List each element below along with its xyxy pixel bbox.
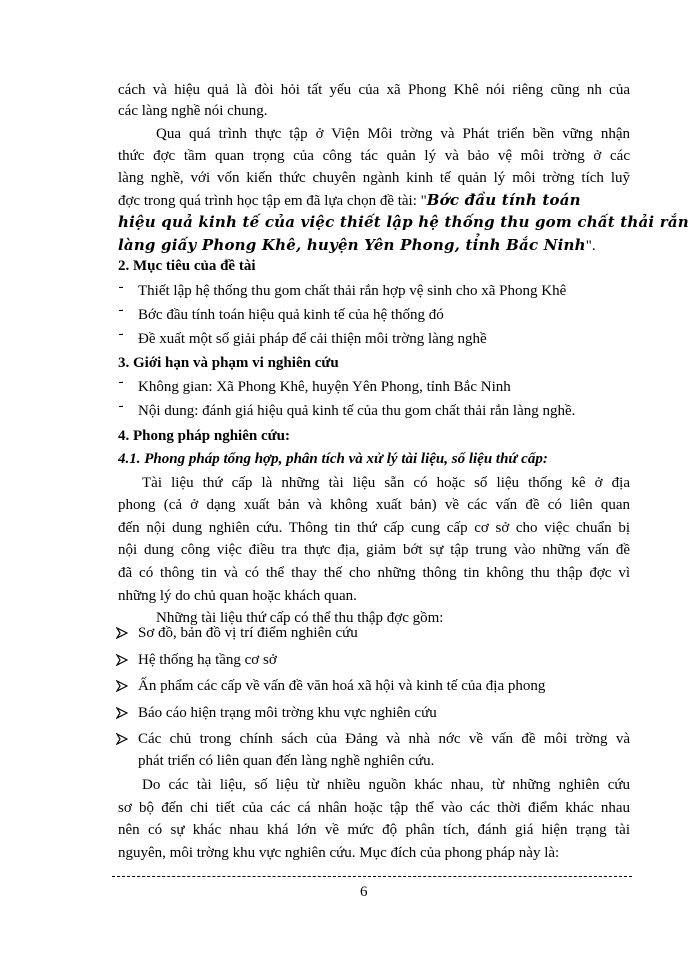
- section-3-heading: 3. Giới hạn và phạm vi nghiên cứu: [118, 355, 339, 371]
- intro-line-6-text: đợc trong quá trình học tập em đã lựa chọn đề tài: ": [118, 193, 427, 209]
- intro-line-2: các làng nghề nói chung.: [118, 103, 268, 119]
- arrow-bullet-icon: [116, 733, 128, 745]
- paragraph-line: những lý do chủ quan hoặc khách quan.: [118, 588, 357, 604]
- arrow-bullet-icon: [116, 707, 128, 719]
- list-item: Thiết lập hệ thống thu gom chất thải rắn hợp vệ sinh cho xã Phong Khê: [138, 283, 567, 299]
- paragraph-line: nội dung công việc điều tra thực địa, giảm bớt sự tập trung vào những vấn đề: [118, 542, 630, 558]
- section-4-1-heading: 4.1. Phong pháp tổng hợp, phân tích và xử lý tài liệu, số liệu thứ cấp:: [118, 451, 548, 467]
- dash-bullet: -: [118, 374, 124, 390]
- list-item: Nội dung: đánh giá hiệu quả kinh tế của thu gom chất thải rắn làng nghề.: [138, 403, 576, 419]
- paragraph-line: sơ bộ đến chi tiết của các cá nhân hoặc tập thể vào các thời điểm khác nhau: [118, 800, 630, 816]
- intro-line-4: thức đợc tầm quan trọng của công tác quản lý và bảo vệ môi trờng ở các: [118, 148, 630, 164]
- arrow-bullet-icon: [116, 654, 128, 666]
- thesis-title-part-2: hiệu quả kinh tế của việc thiết lập hệ thống thu gom chất thải rắn: [118, 213, 689, 231]
- list-item-continuation: phát triển có liên quan đến làng nghề nghiên cứu.: [138, 753, 435, 769]
- list-item: Báo cáo hiện trạng môi trờng khu vực nghiên cứu: [138, 705, 437, 721]
- paragraph-line: nên có sự khác nhau khá lớn về mức độ phân tích, đánh giá hiện trạng tài: [118, 822, 630, 838]
- intro-line-6: [118, 190, 581, 211]
- list-item: Các chủ trong chính sách của Đảng và nhà nớc về vấn đề môi trờng và: [138, 731, 630, 747]
- page-number: 6: [360, 884, 368, 900]
- paragraph-line: phong (cả ở dạng xuất bản và không xuất bản) về các vấn đề có liên quan: [118, 497, 630, 513]
- list-item: Hệ thống hạ tầng cơ sở: [138, 652, 277, 668]
- list-item: Không gian: Xã Phong Khê, huyện Yên Phong, tỉnh Bắc Ninh: [138, 379, 511, 395]
- intro-line-5: làng nghề, với vốn kiến thức chuyên ngành kinh tế quản lý môi trờng tích luỹ: [118, 170, 630, 186]
- list-item: Ấn phẩm các cấp về vấn đề văn hoá xã hội và kinh tế của địa phong: [138, 678, 546, 694]
- thesis-title-part-1: Bớc đầu tính toán: [426, 191, 581, 209]
- dash-bullet: -: [118, 326, 124, 342]
- arrow-bullet-icon: [116, 680, 128, 692]
- arrow-bullet-icon: [116, 627, 128, 639]
- paragraph-line: đến nội dung nghiên cứu. Thông tin thứ cấp cung cấp cơ sở cho việc chuẩn bị: [118, 520, 630, 536]
- intro-line-8-end: ".: [585, 238, 596, 254]
- paragraph-line: Tài liệu thứ cấp là những tài liệu sẵn có hoặc số liệu thống kê ở địa: [142, 475, 630, 491]
- list-item: Sơ đồ, bản đồ vị trí điểm nghiên cứu: [138, 625, 358, 641]
- dash-bullet: -: [118, 398, 124, 414]
- intro-line-1: cách và hiệu quả là đòi hỏi tất yếu của xã Phong Khê nói riêng cũng nh của: [118, 82, 630, 98]
- intro-line-3: Qua quá trình thực tập ở Viện Môi trờng và Phát triển bền vững nhận: [156, 126, 630, 142]
- intro-line-8: [118, 235, 596, 256]
- thesis-title-part-3: làng giấy Phong Khê, huyện Yên Phong, tỉnh Bắc Ninh: [118, 236, 586, 254]
- section-4-heading: 4. Phong pháp nghiên cứu:: [118, 428, 290, 444]
- list-item: Đề xuất một số giải pháp để cải thiện môi trờng làng nghề: [138, 331, 487, 347]
- footer-divider: [112, 876, 632, 877]
- section-2-heading: 2. Mục tiêu của đề tài: [118, 258, 256, 274]
- paragraph-intro-list: Những tài liệu thứ cấp có thể thu thập đợc gồm:: [156, 610, 444, 626]
- list-item: Bớc đầu tính toán hiệu quả kinh tế của hệ thống đó: [138, 307, 444, 323]
- paragraph-line: đã có thông tin và có thể thay thế cho những thông tin không thu thập đợc vì: [118, 565, 630, 581]
- paragraph-line: nguyên, môi trờng khu vực nghiên cứu. Mục đích của phong pháp này là:: [118, 845, 560, 861]
- dash-bullet: -: [118, 279, 124, 295]
- paragraph-line: Do các tài liệu, số liệu từ nhiều nguồn khác nhau, từ những nghiên cứu: [142, 777, 630, 793]
- dash-bullet: -: [118, 302, 124, 318]
